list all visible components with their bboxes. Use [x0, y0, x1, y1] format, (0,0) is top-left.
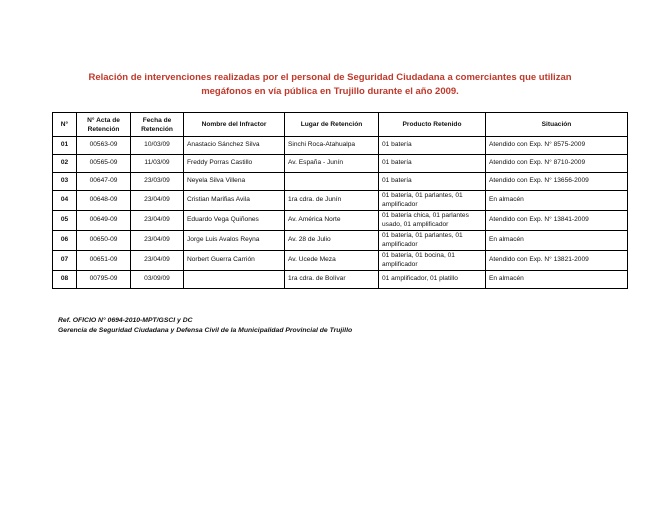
- cell-place: Av. Ucede Meza: [285, 251, 379, 271]
- header-cell-place: Lugar de Retención: [285, 113, 379, 137]
- cell-act-number: 00651-09: [77, 251, 131, 271]
- cell-act-number: 00565-09: [77, 155, 131, 173]
- cell-offender: Cristian Marifias Avila: [184, 191, 285, 211]
- cell-date: 23/04/09: [131, 251, 184, 271]
- cell-product: 01 batería, 01 bocina, 01 amplificador: [379, 251, 486, 271]
- cell-act-number: 00648-09: [77, 191, 131, 211]
- cell-act-number: 00563-09: [77, 137, 131, 155]
- cell-number: 05: [53, 211, 77, 231]
- cell-status: En almacén: [486, 271, 628, 289]
- cell-offender: Eduardo Vega Quiñones: [184, 211, 285, 231]
- cell-date: 03/09/09: [131, 271, 184, 289]
- cell-offender: Norbert Guerra Carrión: [184, 251, 285, 271]
- table-header-row: [53, 113, 628, 137]
- table-row: [53, 137, 628, 155]
- header-cell-date: Fecha de Retención: [131, 113, 184, 137]
- cell-product: 01 batería, 01 parlantes, 01 amplificador: [379, 231, 486, 251]
- cell-place: Sinchi Roca-Atahualpa: [285, 137, 379, 155]
- cell-offender: Freddy Porras Castillo: [184, 155, 285, 173]
- cell-date: 23/04/09: [131, 231, 184, 251]
- cell-place: 1ra cdra. de Junín: [285, 191, 379, 211]
- header-cell-product: Producto Retenido: [379, 113, 486, 137]
- cell-place: [285, 173, 379, 191]
- cell-number: 03: [53, 173, 77, 191]
- cell-status: Atendido con Exp. N° 8575-2009: [486, 137, 628, 155]
- cell-status: En almacén: [486, 231, 628, 251]
- cell-number: 08: [53, 271, 77, 289]
- footer-office: Gerencia de Seguridad Ciudadana y Defensa Civil de la Municipalidad Provincial de Trujillo: [58, 327, 353, 334]
- document-footer: [58, 316, 352, 336]
- header-cell-offender: Nombre del Infractor: [184, 113, 285, 137]
- title-line-2: megáfonos en vía pública en Trujillo durante el año 2009.: [201, 86, 459, 97]
- cell-offender: Jorge Luis Avalos Reyna: [184, 231, 285, 251]
- cell-product: 01 amplificador, 01 platillo: [379, 271, 486, 289]
- cell-date: 23/04/09: [131, 211, 184, 231]
- cell-product: 01 batería: [379, 155, 486, 173]
- table-row: [53, 231, 628, 251]
- header-cell-act-number: N° Acta de Retención: [77, 113, 131, 137]
- cell-status: Atendido con Exp. N° 13656-2009: [486, 173, 628, 191]
- cell-status: Atendido con Exp. N° 8710-2009: [486, 155, 628, 173]
- cell-act-number: 00795-09: [77, 271, 131, 289]
- cell-date: 10/03/09: [131, 137, 184, 155]
- cell-number: 07: [53, 251, 77, 271]
- header-cell-status: Situación: [486, 113, 628, 137]
- table-row: [53, 251, 628, 271]
- cell-product: 01 batería chica, 01 parlantes usado, 01 amplificador: [379, 211, 486, 231]
- title-line-1: Relación de intervenciones realizadas por el personal de Seguridad Ciudadana a comerciantes que utilizan: [88, 72, 572, 83]
- document-title: [40, 71, 620, 99]
- cell-product: 01 batería: [379, 137, 486, 155]
- cell-number: 01: [53, 137, 77, 155]
- table-row: [53, 211, 628, 231]
- cell-offender: Neyela Silva Villena: [184, 173, 285, 191]
- cell-place: Av. 28 de Julio: [285, 231, 379, 251]
- interventions-table: [52, 112, 628, 289]
- cell-place: Av. América Norte: [285, 211, 379, 231]
- cell-place: 1ra cdra. de Bolívar: [285, 271, 379, 289]
- cell-product: 01 batería, 01 parlantes, 01 amplificador: [379, 191, 486, 211]
- cell-number: 06: [53, 231, 77, 251]
- footer-reference: Ref. OFICIO N° 0694-2010-MPT/GSCI y DC: [58, 317, 193, 324]
- cell-act-number: 00649-09: [77, 211, 131, 231]
- cell-number: 02: [53, 155, 77, 173]
- cell-number: 04: [53, 191, 77, 211]
- table-row: [53, 271, 628, 289]
- cell-status: En almacén: [486, 191, 628, 211]
- cell-product: 01 batería: [379, 173, 486, 191]
- cell-offender: Anastacio Sánchez Silva: [184, 137, 285, 155]
- cell-date: 11/03/09: [131, 155, 184, 173]
- table-row: [53, 191, 628, 211]
- cell-date: 23/04/09: [131, 191, 184, 211]
- cell-status: Atendido con Exp. N° 13821-2009: [486, 251, 628, 271]
- table-row: [53, 155, 628, 173]
- cell-status: Atendido con Exp. N° 13841-2009: [486, 211, 628, 231]
- cell-offender: [184, 271, 285, 289]
- table-body: [53, 137, 628, 289]
- table-row: [53, 173, 628, 191]
- cell-act-number: 00647-09: [77, 173, 131, 191]
- cell-date: 23/03/09: [131, 173, 184, 191]
- cell-act-number: 00650-09: [77, 231, 131, 251]
- cell-place: Av. España - Junín: [285, 155, 379, 173]
- header-cell-number: N°: [53, 113, 77, 137]
